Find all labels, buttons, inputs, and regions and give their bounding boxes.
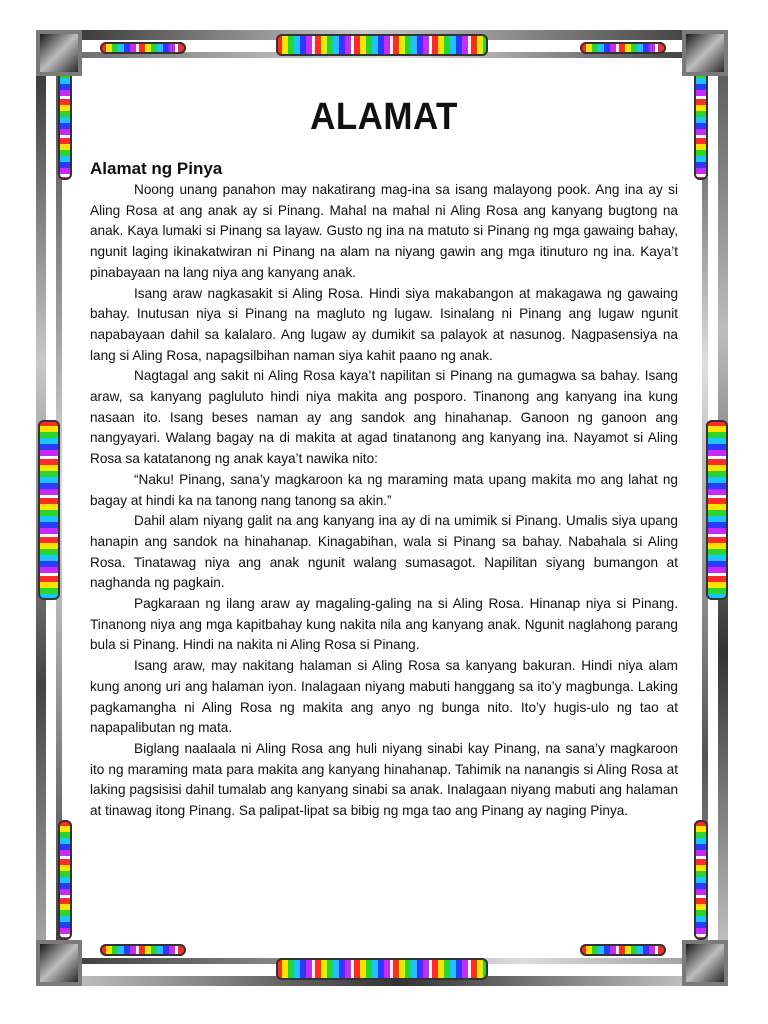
- story-paragraph: Biglang naalaala ni Aling Rosa ang huli niyang sinabi kay Pinang, na sana’y magkaroon ito ng maraming mata para makita ang kanyang hinahanap. Tahimik na nanangis si Aling Rosa at laking pagsisisi dahil tumalab ang kanyang sinabi sa anak. Inalagaan niyang mabuti ang halaman at tinawag itong Pinang. Sa palipat-lipat sa bibig ng mga tao ang Pinang ay naging Pinya.: [90, 740, 678, 819]
- decorative-rod-left-top: [58, 60, 72, 180]
- story-paragraph: Nagtagal ang sakit ni Aling Rosa kaya’t napilitan si Pinang na gumagwa sa bahay. Isang araw, sa kanyang pagluluto hindi niya makita ang posporo. Tinanong ang kanyang ina kung nasaan ito. Isang beses naman ay ang sandok ang hinahanap. Ganoon ng ganoon ang nangyayari. Walang bagay na di makita at agad tinatanong ang kanyang ina. Nayamot si Aling Rosa sa katatanong ng anak kaya’t nawika nito:: [90, 368, 678, 467]
- decorative-corner-top-left: [36, 30, 82, 76]
- story-paragraph: Noong unang panahon may nakatirang mag-ina sa isang malayong pook. Ang ina ay si Aling Rosa at ang anak ay si Pinang. Mahal na mahal ni Aling Rosa ang kanyang bugtong na anak. Kaya lumaki si Pinang sa layaw. Gusto ng ina na matuto si Pinang ng mga gawaing bahay, ngunit laging ikinakatwiran ni Pinang na alam na niyang gawin ang mga itinuturo ng ina. Kaya’t pinabayaan na lang niya ang kanyang anak.: [90, 182, 678, 280]
- decorative-corner-bottom-left: [36, 940, 82, 986]
- page-title: ALAMAT: [310, 96, 458, 138]
- decorative-rod-top-right: [580, 42, 666, 54]
- decorative-rod-right-middle: [706, 420, 728, 600]
- decorative-rod-bottom-right: [580, 944, 666, 956]
- decorative-rod-bottom: [276, 958, 488, 980]
- decorative-rod-top-left: [100, 42, 186, 54]
- decorative-rod-bottom-left: [100, 944, 186, 956]
- decorative-corner-top-right: [682, 30, 728, 76]
- decorative-rod-right-bottom: [694, 820, 708, 940]
- decorative-rod-top: [276, 34, 488, 56]
- decorative-rod-left-middle: [38, 420, 60, 600]
- decorative-rod-left-bottom: [58, 820, 72, 940]
- decorative-rod-right-top: [694, 60, 708, 180]
- story-paragraph: Isang araw nagkasakit si Aling Rosa. Hindi siya makabangon at makagawa ng gawaing bahay. Inutusan niya si Pinang na magluto ng lugaw. Isinalang ni Pinang ang lugaw ngunit napabayaan dahil sa kalalaro. Ang lugaw ay dumikit sa palayok at nasunog. Nagpasensiya na lang si Aling Rosa, napagsilbihan naman siya kahit paano ng anak.: [90, 285, 678, 363]
- decorative-corner-bottom-right: [682, 940, 728, 986]
- story-paragraph: Isang araw, may nakitang halaman si Aling Rosa sa kanyang bakuran. Hindi niya alam kung anong uri ang halaman iyon. Inalagaan niyang mabuti hanggang sa ito’y magbunga. Laking pagkamangha ni Aling Rosa ng makita ang anyo ng bunga nito. Ito’y hugis-ulo ng tao at napapalibutan ng mata.: [90, 658, 678, 736]
- story-paragraph: “Naku! Pinang, sana’y magkaroon ka ng maraming mata upang makita mo ang lahat ng bagay at hindi ka na tanong nang tanong sa akin.”: [90, 471, 678, 508]
- story-paragraph: Pagkaraan ng ilang araw ay magaling-galing na si Aling Rosa. Hinanap niya si Pinang. Tinanong niya ang mga kapitbahay kung nakita nila ang kanyang anak. Ngunit naglahong parang bula si Pinang. Hindi na nakita ni Aling Rosa si Pinang.: [90, 596, 678, 653]
- document-content: [90, 96, 678, 822]
- story-title: Alamat ng Pinya: [90, 159, 223, 178]
- story-paragraph: Dahil alam niyang galit na ang kanyang ina ay di na umimik si Pinang. Umalis siya upang hanapin ang sandok na hinahanap. Kinagabihan, wala si Pinang sa bahay. Nabahala si Aling Rosa. Tinatawag niya ang anak ngunit walang sumasagot. Napilitan siyang bumangon at naghanda ng pagkain.: [90, 513, 678, 591]
